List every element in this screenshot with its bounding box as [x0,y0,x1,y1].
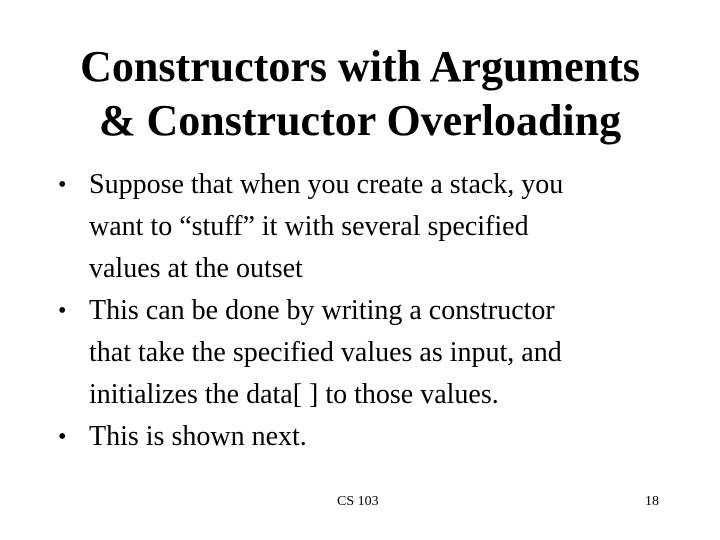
bullet-dot-icon: • [58,298,67,324]
bullet-1-line-1: Suppose that when you create a stack, you [89,169,564,200]
bullet-item-2 [58,290,668,416]
bullet-dot-icon: • [58,424,67,450]
bullet-list [58,164,668,458]
bullet-item-1 [58,164,668,290]
bullet-1-line-3: values at the outset [89,253,303,284]
bullet-3-line-1: This is shown next. [89,421,307,452]
footer-course: CS 103 [337,494,379,509]
title-line-1: Constructors with Arguments [80,42,640,91]
slide-title [40,40,680,148]
bullet-1-line-2: want to “stuff” it with several specified [89,211,529,242]
bullet-dot-icon: • [58,172,67,198]
bullet-item-3 [58,416,668,458]
bullet-2-line-2: that take the specified values as input, and [89,337,562,368]
bullet-2-line-1: This can be done by writing a constructor [89,295,555,326]
title-line-2: & Constructor Overloading [98,96,622,145]
bullet-2-line-3: initializes the data[ ] to those values. [89,379,499,410]
footer-page-number: 18 [645,494,659,509]
